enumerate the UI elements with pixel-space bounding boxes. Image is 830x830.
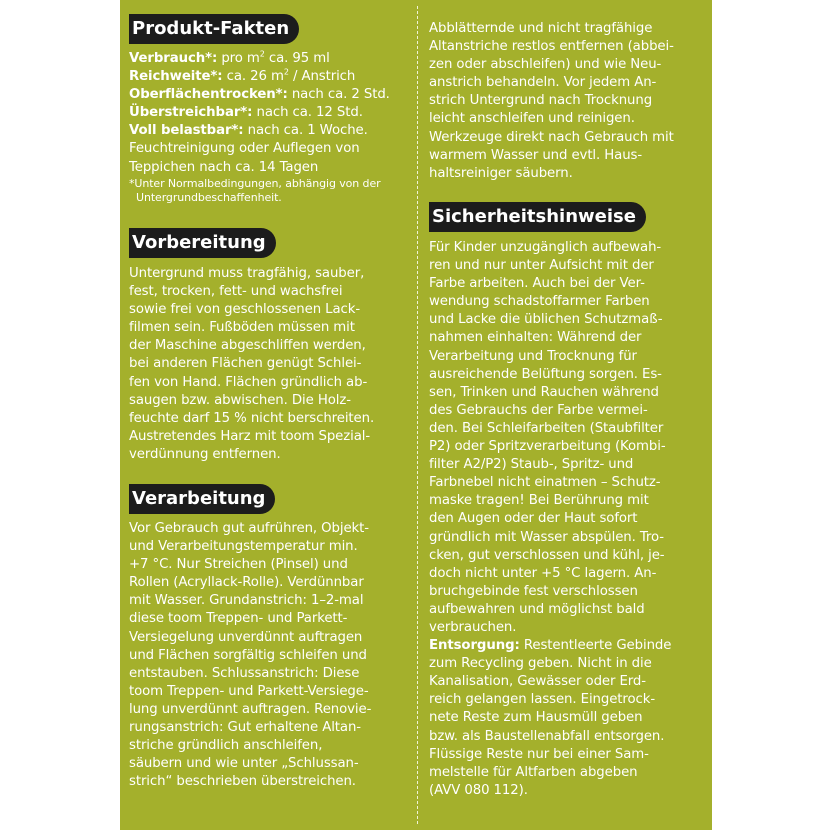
verarbeitung-heading: Verarbeitung (129, 484, 275, 514)
text-line: filmen sein. Fußböden müssen mit (129, 320, 355, 336)
text-line: gründlich mit Wasser abspülen. Tro- (429, 529, 664, 545)
text-line: der Maschine abgeschliffen werden, (129, 338, 366, 354)
entsorgung-first-text: Restentleerte Gebinde (519, 638, 672, 654)
text-line: zen oder abschleifen) und wie Neu- (429, 57, 662, 73)
fact-verbrauch-label: Verbrauch*: (129, 51, 218, 66)
text-line: bruchgebinde fest verschlossen (429, 583, 638, 599)
fact-belastbar (129, 122, 414, 140)
fact-trocken-label: Oberflächentrocken*: (129, 87, 288, 103)
label-panel (120, 0, 712, 830)
verarbeitung-cont-body (429, 20, 707, 183)
fact-reichweite-sup: 2 (283, 67, 289, 77)
text-line: striche gründlich anschleifen, (129, 738, 323, 754)
text-line: Untergrund muss tragfähig, sauber, (129, 266, 365, 281)
text-line: rungsanstrich: Gut erhaltene Altan- (129, 720, 361, 736)
fact-trocken (129, 86, 414, 104)
vorbereitung-heading: Vorbereitung (129, 228, 276, 258)
footnote-line: Untergrundbeschaffenheit. (136, 190, 282, 204)
fact-ueberstreichbar-text: nach ca. 12 Std. (252, 105, 363, 121)
text-line: und Verarbeitungstemperatur min. (129, 539, 358, 555)
text-line: verbrauchen. (429, 619, 517, 635)
sicherheit-heading: Sicherheitshinweise (429, 202, 646, 232)
fact-ueberstreichbar (129, 104, 414, 122)
vorbereitung-body (129, 265, 414, 464)
text-line: ren und nur unter Aufsicht mit der (429, 258, 654, 274)
fact-verbrauch-sup: 2 (259, 49, 265, 59)
text-line: Flüssige Reste nur bei einer Sam- (429, 746, 649, 762)
text-line: anstrich behandeln. Vor jedem An- (429, 75, 657, 91)
fact-verbrauch-text: pro m (217, 51, 260, 66)
text-line: und Flächen sorgfältig schleifen und (129, 647, 367, 663)
text-line: nahmen einhalten: Während der (429, 330, 642, 346)
text-line: den Augen oder der Haut sofort (429, 511, 638, 527)
text-line: strich“ beschrieben überstreichen. (129, 774, 356, 790)
text-line: Verarbeitung und Trocknung für (429, 348, 637, 364)
sicherheit-body (429, 239, 707, 800)
text-line: Für Kinder unzugänglich aufbewah- (429, 240, 662, 255)
text-line: mit Wasser. Grundanstrich: 1–2-mal (129, 593, 364, 609)
text-line: leicht anschleifen und reinigen. (429, 111, 635, 127)
text-line: saugen bzw. abwischen. Die Holz- (129, 392, 351, 408)
fact-reichweite (129, 68, 414, 86)
text-line: aufbewahren und möglichst bald (429, 601, 645, 617)
text-line: strich Untergrund nach Trocknung (429, 93, 653, 109)
fact-feucht-line: Teppichen nach ca. 14 Tagen (129, 159, 319, 175)
text-line: Vor Gebrauch gut aufrühren, Objekt- (129, 521, 369, 536)
text-line: cken, gut verschlossen und kühl, je- (429, 547, 665, 563)
text-line: Farbnebel nicht einatmen – Schutz- (429, 475, 661, 491)
text-line: lung unverdünnt auftragen. Renovie- (129, 701, 372, 717)
text-line: wendung schadstoffarmer Farben (429, 294, 650, 310)
text-line: entstauben. Schlussanstrich: Diese (129, 665, 360, 681)
text-line: warmem Wasser und evtl. Haus- (429, 147, 643, 163)
column-divider (417, 6, 418, 824)
text-line: Versiegelung unverdünnt auftragen (129, 629, 363, 645)
text-line: sowie frei von geschlossenen Lack- (129, 302, 361, 318)
text-line: des Gebrauchs der Farbe vermei- (429, 402, 648, 418)
text-line: sen, Trinken und Rauchen während (429, 384, 659, 400)
text-line: säubern und wie unter „Schlussan- (129, 756, 359, 772)
fact-belastbar-text: nach ca. 1 Woche. (243, 123, 368, 139)
text-line: und Lacke die üblichen Schutzmaß- (429, 312, 663, 328)
text-line: toom Treppen- und Parkett-Versiege- (129, 683, 369, 699)
entsorgung-label: Entsorgung: (429, 638, 520, 654)
text-line: maske tragen! Bei Berührung mit (429, 493, 649, 509)
text-line: bzw. als Baustellenabfall entsorgen. (429, 728, 665, 744)
text-line: Altanstriche restlos entfernen (abbei- (429, 39, 674, 55)
text-line: doch nicht unter +5 °C lagern. An- (429, 565, 657, 581)
text-line: (AVV 080 112). (429, 782, 528, 798)
text-line: melstelle für Altfarben abgeben (429, 764, 638, 780)
text-line: Rollen (Acryllack-Rolle). Verdünnbar (129, 575, 364, 591)
text-line: Austretendes Harz mit toom Spezial- (129, 428, 371, 444)
fact-reichweite-text-b: / Anstrich (288, 69, 356, 85)
fact-reichweite-label: Reichweite*: (129, 69, 223, 85)
text-line: den. Bei Schleifarbeiten (Staubfilter (429, 420, 664, 436)
fact-verbrauch (129, 50, 414, 68)
text-line: filter A2/P2) Staub-, Spritz- und (429, 457, 634, 473)
text-line: +7 °C. Nur Streichen (Pinsel) und (129, 557, 348, 573)
text-line: fest, trocken, fett- und wachsfrei (129, 284, 343, 300)
fact-trocken-text: nach ca. 2 Std. (287, 87, 390, 103)
fact-ueberstreichbar-label: Überstreichbar*: (129, 105, 253, 121)
fact-verbrauch-text-b: ca. 95 ml (264, 51, 330, 66)
text-line: bei anderen Flächen genügt Schlei- (129, 356, 362, 372)
produkt-fakten-heading: Produkt-Fakten (129, 14, 299, 44)
text-line: reich gelangen lassen. Eingetrock- (429, 692, 656, 708)
produkt-fakten-body (129, 50, 414, 205)
text-line: P2) oder Spritzverarbeitung (Kombi- (429, 439, 666, 455)
text-line: Werkzeuge direkt nach Gebrauch mit (429, 129, 674, 145)
verarbeitung-body (129, 520, 414, 791)
text-line: haltsreiniger säubern. (429, 165, 573, 181)
text-line: verdünnung entfernen. (129, 446, 281, 462)
fact-feucht-line: Feuchtreinigung oder Auflegen von (129, 141, 360, 157)
text-line: Farbe arbeiten. Auch bei der Ver- (429, 276, 645, 292)
footnote-line: *Unter Normalbedingungen, abhängig von der (129, 176, 381, 190)
text-line: feuchte darf 15 % nicht berschreiten. (129, 410, 375, 426)
text-line: nete Reste zum Hausmüll geben (429, 710, 643, 726)
text-line: diese toom Treppen- und Parkett- (129, 611, 348, 627)
text-line: fen von Hand. Flächen gründlich ab- (129, 374, 368, 390)
text-line: Abblätternde und nicht tragfähige (429, 21, 653, 36)
text-line: ausreichende Belüftung sorgen. Es- (429, 366, 662, 382)
fact-belastbar-label: Voll belastbar*: (129, 123, 244, 139)
fact-reichweite-text: ca. 26 m (222, 69, 284, 85)
text-line: zum Recycling geben. Nicht in die (429, 656, 652, 672)
entsorgung-first-line (429, 637, 707, 655)
text-line: Kanalisation, Gewässer oder Erd- (429, 674, 646, 690)
